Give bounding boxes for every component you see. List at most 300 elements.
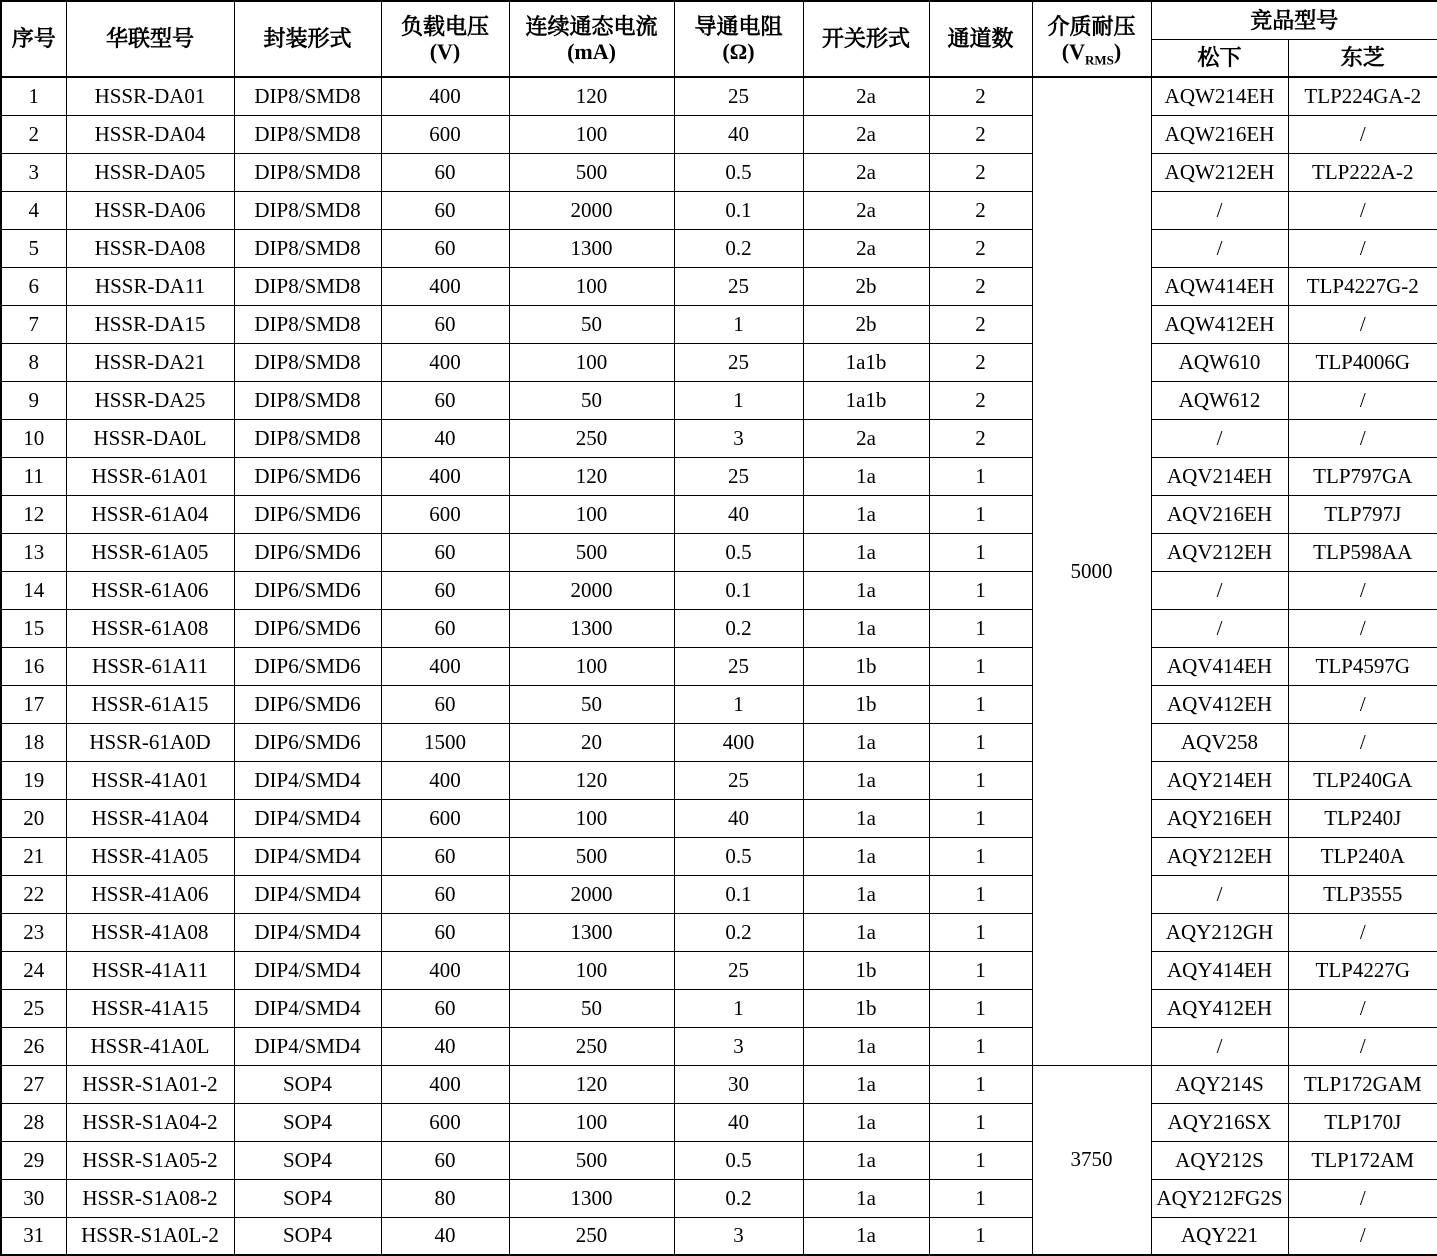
cell-package: DIP4/SMD4 (234, 837, 381, 875)
cell-channels: 1 (929, 913, 1032, 951)
cell-switch-form: 1b (803, 989, 929, 1027)
cell-panasonic: AQY212S (1151, 1141, 1288, 1179)
cell-toshiba: / (1288, 191, 1437, 229)
cell-current: 2000 (509, 875, 674, 913)
cell-panasonic: / (1151, 571, 1288, 609)
cell-resistance: 0.2 (674, 913, 803, 951)
cell-switch-form: 2a (803, 191, 929, 229)
col-header-switch-form: 开关形式 (803, 1, 929, 77)
cell-model: HSSR-S1A01-2 (66, 1065, 234, 1103)
table-row (1, 191, 1437, 229)
cell-panasonic: AQW612 (1151, 381, 1288, 419)
cell-load-voltage: 60 (381, 381, 509, 419)
cell-toshiba: TLP4597G (1288, 647, 1437, 685)
cell-package: DIP4/SMD4 (234, 913, 381, 951)
table-row (1, 799, 1437, 837)
cell-switch-form: 1a (803, 609, 929, 647)
table-row (1, 419, 1437, 457)
cell-channels: 1 (929, 799, 1032, 837)
cell-resistance: 25 (674, 761, 803, 799)
cell-model: HSSR-DA05 (66, 153, 234, 191)
cell-switch-form: 1b (803, 951, 929, 989)
cell-load-voltage: 60 (381, 989, 509, 1027)
cell-index: 26 (1, 1027, 66, 1065)
table-row (1, 381, 1437, 419)
cell-channels: 1 (929, 533, 1032, 571)
cell-toshiba: / (1288, 305, 1437, 343)
cell-channels: 1 (929, 609, 1032, 647)
table-row (1, 685, 1437, 723)
cell-panasonic: AQY212EH (1151, 837, 1288, 875)
cell-toshiba: / (1288, 1027, 1437, 1065)
cell-model: HSSR-61A01 (66, 457, 234, 495)
cell-resistance: 0.5 (674, 1141, 803, 1179)
table-row (1, 609, 1437, 647)
cell-channels: 1 (929, 1103, 1032, 1141)
cell-resistance: 25 (674, 457, 803, 495)
cell-model: HSSR-DA11 (66, 267, 234, 305)
cell-package: DIP6/SMD6 (234, 495, 381, 533)
dielectric-label: 介质耐压 (1047, 13, 1136, 39)
cell-load-voltage: 400 (381, 647, 509, 685)
cell-toshiba: / (1288, 913, 1437, 951)
cell-resistance: 0.1 (674, 571, 803, 609)
cell-channels: 1 (929, 951, 1032, 989)
cell-index: 4 (1, 191, 66, 229)
table-row (1, 1027, 1437, 1065)
table-row (1, 495, 1437, 533)
cell-index: 14 (1, 571, 66, 609)
cell-current: 50 (509, 685, 674, 723)
cell-index: 19 (1, 761, 66, 799)
table-row (1, 305, 1437, 343)
cell-dielectric-voltage: 5000 (1032, 77, 1151, 1065)
current-unit: (mA) (567, 39, 616, 64)
cell-current: 1300 (509, 229, 674, 267)
cell-model: HSSR-61A08 (66, 609, 234, 647)
cell-toshiba: / (1288, 1179, 1437, 1217)
cell-resistance: 0.2 (674, 229, 803, 267)
cell-package: DIP4/SMD4 (234, 875, 381, 913)
cell-switch-form: 1a (803, 457, 929, 495)
cell-resistance: 0.1 (674, 875, 803, 913)
cell-panasonic: AQV414EH (1151, 647, 1288, 685)
cell-panasonic: AQY412EH (1151, 989, 1288, 1027)
cell-index: 17 (1, 685, 66, 723)
cell-package: DIP4/SMD4 (234, 1027, 381, 1065)
cell-package: DIP8/SMD8 (234, 77, 381, 115)
cell-channels: 2 (929, 419, 1032, 457)
cell-resistance: 0.2 (674, 1179, 803, 1217)
cell-toshiba: / (1288, 723, 1437, 761)
col-header-resistance (674, 1, 803, 77)
cell-toshiba: TLP240J (1288, 799, 1437, 837)
cell-package: DIP6/SMD6 (234, 685, 381, 723)
cell-channels: 1 (929, 571, 1032, 609)
cell-package: SOP4 (234, 1217, 381, 1255)
cell-model: HSSR-41A11 (66, 951, 234, 989)
cell-switch-form: 2b (803, 305, 929, 343)
cell-model: HSSR-61A06 (66, 571, 234, 609)
current-label: 连续通态电流 (525, 13, 658, 39)
cell-toshiba: TLP240GA (1288, 761, 1437, 799)
cell-load-voltage: 400 (381, 457, 509, 495)
cell-panasonic: AQV214EH (1151, 457, 1288, 495)
table-row (1, 951, 1437, 989)
cell-current: 500 (509, 1141, 674, 1179)
cell-resistance: 3 (674, 1027, 803, 1065)
cell-panasonic: AQY214S (1151, 1065, 1288, 1103)
cell-channels: 1 (929, 761, 1032, 799)
cell-index: 16 (1, 647, 66, 685)
cell-resistance: 3 (674, 1217, 803, 1255)
col-header-channels: 通道数 (929, 1, 1032, 77)
cell-package: DIP4/SMD4 (234, 761, 381, 799)
cell-switch-form: 1a (803, 495, 929, 533)
cell-toshiba: TLP170J (1288, 1103, 1437, 1141)
cell-current: 100 (509, 495, 674, 533)
cell-index: 31 (1, 1217, 66, 1255)
cell-load-voltage: 80 (381, 1179, 509, 1217)
cell-package: DIP6/SMD6 (234, 571, 381, 609)
cell-index: 2 (1, 115, 66, 153)
dielectric-unit: $(V_{RMS})$ (1061, 39, 1122, 68)
cell-load-voltage: 400 (381, 761, 509, 799)
cell-current: 100 (509, 115, 674, 153)
cell-current: 50 (509, 989, 674, 1027)
cell-index: 28 (1, 1103, 66, 1141)
cell-model: HSSR-S1A05-2 (66, 1141, 234, 1179)
col-header-index: 序号 (1, 1, 66, 77)
cell-model: HSSR-61A11 (66, 647, 234, 685)
table-body (1, 77, 1437, 1255)
cell-model: HSSR-61A0D (66, 723, 234, 761)
cell-resistance: 40 (674, 799, 803, 837)
cell-package: DIP8/SMD8 (234, 229, 381, 267)
cell-package: DIP6/SMD6 (234, 723, 381, 761)
table-row (1, 1141, 1437, 1179)
cell-resistance: 1 (674, 305, 803, 343)
cell-index: 8 (1, 343, 66, 381)
cell-panasonic: AQW610 (1151, 343, 1288, 381)
cell-index: 29 (1, 1141, 66, 1179)
cell-channels: 1 (929, 457, 1032, 495)
cell-load-voltage: 400 (381, 267, 509, 305)
cell-load-voltage: 40 (381, 1027, 509, 1065)
cell-panasonic: / (1151, 1027, 1288, 1065)
cell-switch-form: 1a (803, 1065, 929, 1103)
cell-current: 250 (509, 1027, 674, 1065)
cell-package: SOP4 (234, 1103, 381, 1141)
cell-index: 12 (1, 495, 66, 533)
cell-channels: 1 (929, 1027, 1032, 1065)
cell-load-voltage: 60 (381, 837, 509, 875)
cell-resistance: 0.5 (674, 837, 803, 875)
cell-index: 15 (1, 609, 66, 647)
cell-current: 500 (509, 153, 674, 191)
cell-panasonic: AQV258 (1151, 723, 1288, 761)
cell-toshiba: / (1288, 609, 1437, 647)
table-header (1, 1, 1437, 77)
cell-resistance: 25 (674, 267, 803, 305)
cell-toshiba: / (1288, 685, 1437, 723)
cell-model: HSSR-DA0L (66, 419, 234, 457)
cell-resistance: 40 (674, 115, 803, 153)
cell-resistance: 40 (674, 1103, 803, 1141)
cell-resistance: 1 (674, 381, 803, 419)
cell-panasonic: AQW214EH (1151, 77, 1288, 115)
table-row (1, 267, 1437, 305)
cell-model: HSSR-DA21 (66, 343, 234, 381)
cell-package: DIP8/SMD8 (234, 115, 381, 153)
cell-current: 50 (509, 381, 674, 419)
cell-channels: 2 (929, 305, 1032, 343)
cell-current: 20 (509, 723, 674, 761)
cell-package: DIP8/SMD8 (234, 153, 381, 191)
cell-load-voltage: 600 (381, 799, 509, 837)
cell-package: DIP8/SMD8 (234, 305, 381, 343)
cell-toshiba: / (1288, 115, 1437, 153)
cell-current: 1300 (509, 609, 674, 647)
cell-resistance: 1 (674, 685, 803, 723)
resistance-label: 导通电阻 (694, 13, 783, 39)
cell-package: DIP6/SMD6 (234, 533, 381, 571)
cell-current: 120 (509, 1065, 674, 1103)
cell-load-voltage: 60 (381, 229, 509, 267)
cell-panasonic: / (1151, 229, 1288, 267)
cell-load-voltage: 40 (381, 1217, 509, 1255)
cell-panasonic: / (1151, 875, 1288, 913)
cell-current: 120 (509, 761, 674, 799)
cell-current: 1300 (509, 913, 674, 951)
cell-load-voltage: 40 (381, 419, 509, 457)
cell-toshiba: TLP3555 (1288, 875, 1437, 913)
cell-model: HSSR-41A05 (66, 837, 234, 875)
cell-switch-form: 2b (803, 267, 929, 305)
cell-package: DIP8/SMD8 (234, 267, 381, 305)
cell-panasonic: / (1151, 609, 1288, 647)
cell-index: 21 (1, 837, 66, 875)
cell-current: 250 (509, 419, 674, 457)
cell-toshiba: / (1288, 419, 1437, 457)
cell-panasonic: AQY216SX (1151, 1103, 1288, 1141)
cell-channels: 1 (929, 837, 1032, 875)
cell-package: DIP4/SMD4 (234, 951, 381, 989)
cell-panasonic: AQW216EH (1151, 115, 1288, 153)
cell-current: 120 (509, 77, 674, 115)
cell-toshiba: TLP598AA (1288, 533, 1437, 571)
cell-current: 250 (509, 1217, 674, 1255)
cell-switch-form: 2a (803, 419, 929, 457)
load-voltage-unit: (V) (429, 39, 461, 64)
cell-model: HSSR-DA08 (66, 229, 234, 267)
cell-index: 6 (1, 267, 66, 305)
cell-panasonic: AQV216EH (1151, 495, 1288, 533)
cell-channels: 2 (929, 153, 1032, 191)
cell-switch-form: 1b (803, 685, 929, 723)
cell-model: HSSR-S1A08-2 (66, 1179, 234, 1217)
table-row (1, 1065, 1437, 1103)
cell-panasonic: AQV412EH (1151, 685, 1288, 723)
cell-index: 3 (1, 153, 66, 191)
cell-channels: 1 (929, 1065, 1032, 1103)
cell-resistance: 25 (674, 951, 803, 989)
cell-model: HSSR-DA06 (66, 191, 234, 229)
cell-package: DIP8/SMD8 (234, 381, 381, 419)
cell-channels: 2 (929, 381, 1032, 419)
cell-toshiba: / (1288, 1217, 1437, 1255)
cell-resistance: 25 (674, 77, 803, 115)
cell-resistance: 0.1 (674, 191, 803, 229)
cell-load-voltage: 600 (381, 1103, 509, 1141)
dielectric-unit-subscript: RMS (1085, 52, 1114, 68)
cell-index: 5 (1, 229, 66, 267)
table-row (1, 913, 1437, 951)
cell-model: HSSR-S1A04-2 (66, 1103, 234, 1141)
col-header-panasonic: 松下 (1151, 39, 1288, 77)
cell-load-voltage: 400 (381, 951, 509, 989)
table-row (1, 989, 1437, 1027)
cell-load-voltage: 600 (381, 495, 509, 533)
cell-package: SOP4 (234, 1065, 381, 1103)
cell-load-voltage: 60 (381, 609, 509, 647)
cell-current: 500 (509, 533, 674, 571)
cell-model: HSSR-41A06 (66, 875, 234, 913)
cell-toshiba: TLP172GAM (1288, 1065, 1437, 1103)
cell-index: 13 (1, 533, 66, 571)
cell-switch-form: 1a1b (803, 343, 929, 381)
table-row (1, 647, 1437, 685)
cell-current: 50 (509, 305, 674, 343)
cell-channels: 1 (929, 989, 1032, 1027)
cell-switch-form: 1b (803, 647, 929, 685)
cell-panasonic: AQW414EH (1151, 267, 1288, 305)
cell-model: HSSR-DA25 (66, 381, 234, 419)
cell-channels: 2 (929, 229, 1032, 267)
cell-channels: 1 (929, 1217, 1032, 1255)
cell-index: 1 (1, 77, 66, 115)
cell-model: HSSR-41A04 (66, 799, 234, 837)
cell-switch-form: 1a (803, 1179, 929, 1217)
cell-load-voltage: 400 (381, 77, 509, 115)
cell-dielectric-voltage: 3750 (1032, 1065, 1151, 1255)
table-row (1, 343, 1437, 381)
cell-switch-form: 1a (803, 1027, 929, 1065)
cell-index: 7 (1, 305, 66, 343)
cell-switch-form: 1a (803, 723, 929, 761)
cell-package: DIP8/SMD8 (234, 343, 381, 381)
cell-load-voltage: 60 (381, 305, 509, 343)
cell-current: 100 (509, 1103, 674, 1141)
cell-channels: 1 (929, 685, 1032, 723)
cell-load-voltage: 60 (381, 875, 509, 913)
table-row (1, 115, 1437, 153)
cell-channels: 2 (929, 77, 1032, 115)
cell-toshiba: / (1288, 571, 1437, 609)
cell-toshiba: / (1288, 229, 1437, 267)
cell-toshiba: TLP797J (1288, 495, 1437, 533)
cell-toshiba: TLP4227G (1288, 951, 1437, 989)
cell-index: 20 (1, 799, 66, 837)
cell-resistance: 30 (674, 1065, 803, 1103)
cell-toshiba: TLP224GA-2 (1288, 77, 1437, 115)
cell-current: 1300 (509, 1179, 674, 1217)
col-header-package: 封装形式 (234, 1, 381, 77)
cell-panasonic: AQY212GH (1151, 913, 1288, 951)
cell-load-voltage: 400 (381, 343, 509, 381)
col-header-dielectric-voltage (1032, 1, 1151, 77)
table-row (1, 1217, 1437, 1255)
cell-switch-form: 1a (803, 1217, 929, 1255)
cell-channels: 2 (929, 343, 1032, 381)
cell-channels: 2 (929, 115, 1032, 153)
cell-panasonic: AQW212EH (1151, 153, 1288, 191)
cell-toshiba: TLP4227G-2 (1288, 267, 1437, 305)
table-row (1, 837, 1437, 875)
cell-package: DIP4/SMD4 (234, 989, 381, 1027)
cell-panasonic: AQY212FG2S (1151, 1179, 1288, 1217)
cell-current: 100 (509, 267, 674, 305)
cell-current: 100 (509, 647, 674, 685)
cell-panasonic: / (1151, 191, 1288, 229)
cell-switch-form: 1a (803, 533, 929, 571)
cell-load-voltage: 60 (381, 571, 509, 609)
cell-index: 24 (1, 951, 66, 989)
cell-switch-form: 2a (803, 77, 929, 115)
cell-model: HSSR-41A0L (66, 1027, 234, 1065)
cell-resistance: 0.5 (674, 153, 803, 191)
resistance-unit: (Ω) (722, 39, 755, 64)
col-header-model: 华联型号 (66, 1, 234, 77)
cell-package: DIP4/SMD4 (234, 799, 381, 837)
cell-package: DIP6/SMD6 (234, 647, 381, 685)
cell-model: HSSR-DA04 (66, 115, 234, 153)
cell-resistance: 400 (674, 723, 803, 761)
cell-current: 100 (509, 343, 674, 381)
cell-switch-form: 1a (803, 913, 929, 951)
cell-switch-form: 1a (803, 761, 929, 799)
table-row (1, 457, 1437, 495)
cell-model: HSSR-41A08 (66, 913, 234, 951)
cell-toshiba: / (1288, 989, 1437, 1027)
table-row (1, 533, 1437, 571)
cell-package: SOP4 (234, 1179, 381, 1217)
cell-switch-form: 1a (803, 571, 929, 609)
table-row (1, 77, 1437, 115)
cell-current: 100 (509, 951, 674, 989)
cell-model: HSSR-DA15 (66, 305, 234, 343)
cell-current: 2000 (509, 191, 674, 229)
table-row (1, 571, 1437, 609)
cell-resistance: 0.2 (674, 609, 803, 647)
cell-current: 2000 (509, 571, 674, 609)
cell-model: HSSR-61A05 (66, 533, 234, 571)
cell-toshiba: TLP222A-2 (1288, 153, 1437, 191)
cell-switch-form: 2a (803, 115, 929, 153)
cell-load-voltage: 60 (381, 1141, 509, 1179)
cell-model: HSSR-41A15 (66, 989, 234, 1027)
cell-channels: 2 (929, 267, 1032, 305)
cell-switch-form: 1a (803, 799, 929, 837)
cell-switch-form: 2a (803, 153, 929, 191)
cell-toshiba: / (1288, 381, 1437, 419)
cell-switch-form: 1a (803, 1141, 929, 1179)
cell-index: 18 (1, 723, 66, 761)
cell-channels: 1 (929, 495, 1032, 533)
cell-toshiba: TLP240A (1288, 837, 1437, 875)
cell-model: HSSR-41A01 (66, 761, 234, 799)
cell-panasonic: AQW412EH (1151, 305, 1288, 343)
